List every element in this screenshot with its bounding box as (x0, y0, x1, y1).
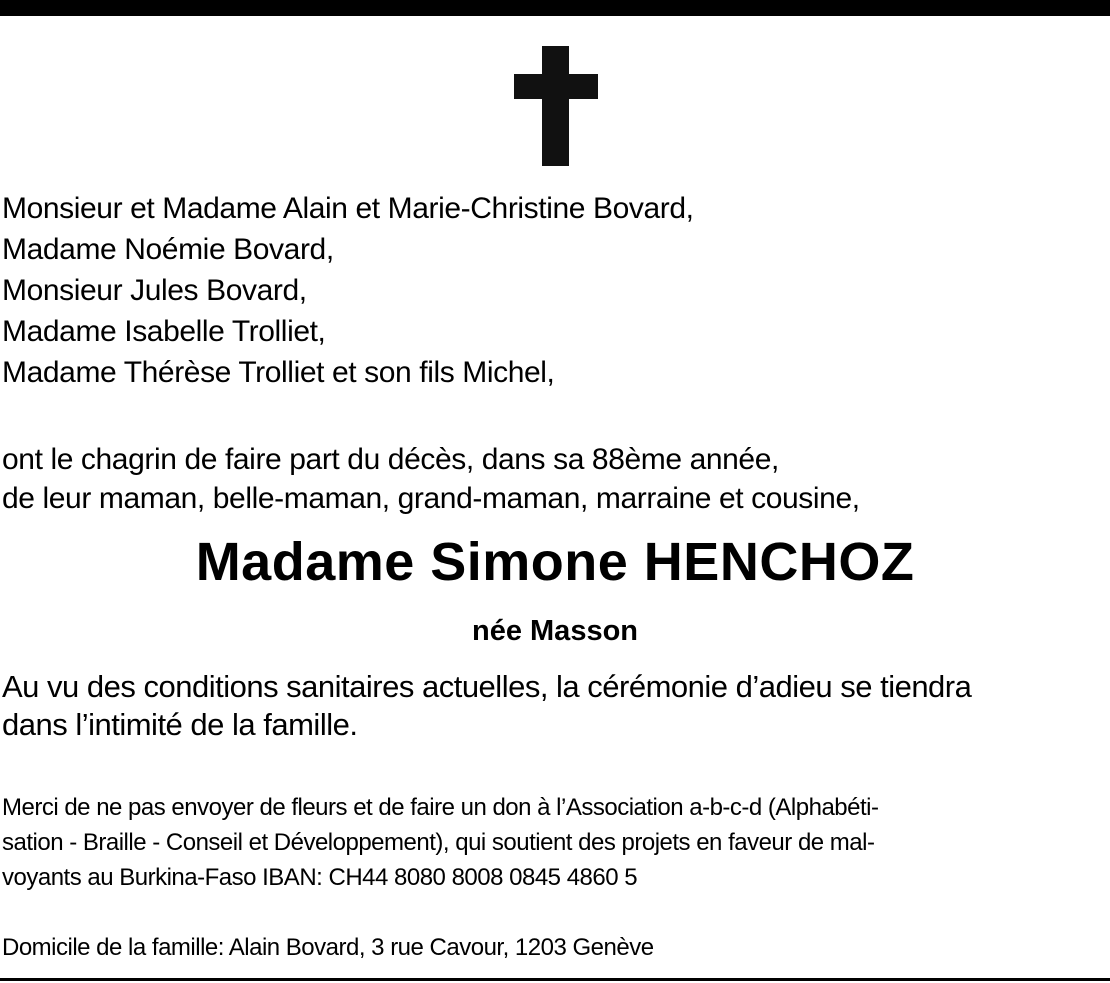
family-line: Monsieur Jules Bovard, (2, 274, 307, 307)
family-line: Madame Isabelle Trolliet, (2, 315, 326, 348)
ceremony-line: Au vu des conditions sanitaires actuelles, la cérémonie d’adieu se tiendra (2, 669, 972, 704)
announcement-text (2, 440, 860, 518)
cross-horizontal-bar (514, 74, 598, 99)
family-line: Monsieur et Madame Alain et Marie-Christine Bovard, (2, 192, 694, 225)
ceremony-notice (2, 668, 971, 744)
donation-line: Merci de ne pas envoyer de fleurs et de faire un don à l’Association a-b-c-d (Alphabéti- (2, 794, 879, 821)
deceased-name: Madame Simone HENCHOZ (195, 532, 915, 592)
announcement-line: ont le chagrin de faire part du décès, dans sa 88ème année, (2, 443, 779, 476)
bottom-border-rule (0, 978, 1110, 981)
family-line: Madame Thérèse Trolliet et son fils Michel, (2, 356, 555, 389)
donation-line: voyants au Burkina-Faso IBAN: CH44 8080 8008 0845 4860 5 (2, 864, 638, 891)
maiden-name: née Masson (472, 615, 638, 647)
donation-notice (2, 790, 879, 895)
family-list (2, 188, 694, 393)
cross-vertical-bar (542, 46, 569, 166)
family-address: Domicile de la famille: Alain Bovard, 3 rue Cavour, 1203 Genève (2, 934, 654, 961)
family-line: Madame Noémie Bovard, (2, 233, 334, 266)
ceremony-line: dans l’intimité de la famille. (2, 707, 358, 742)
cross-icon (514, 46, 598, 166)
top-border-rule (0, 0, 1110, 16)
donation-line: sation - Braille - Conseil et Développement), qui soutient des projets en faveur de mal- (2, 829, 875, 856)
announcement-line: de leur maman, belle-maman, grand-maman, marraine et cousine, (2, 482, 860, 515)
